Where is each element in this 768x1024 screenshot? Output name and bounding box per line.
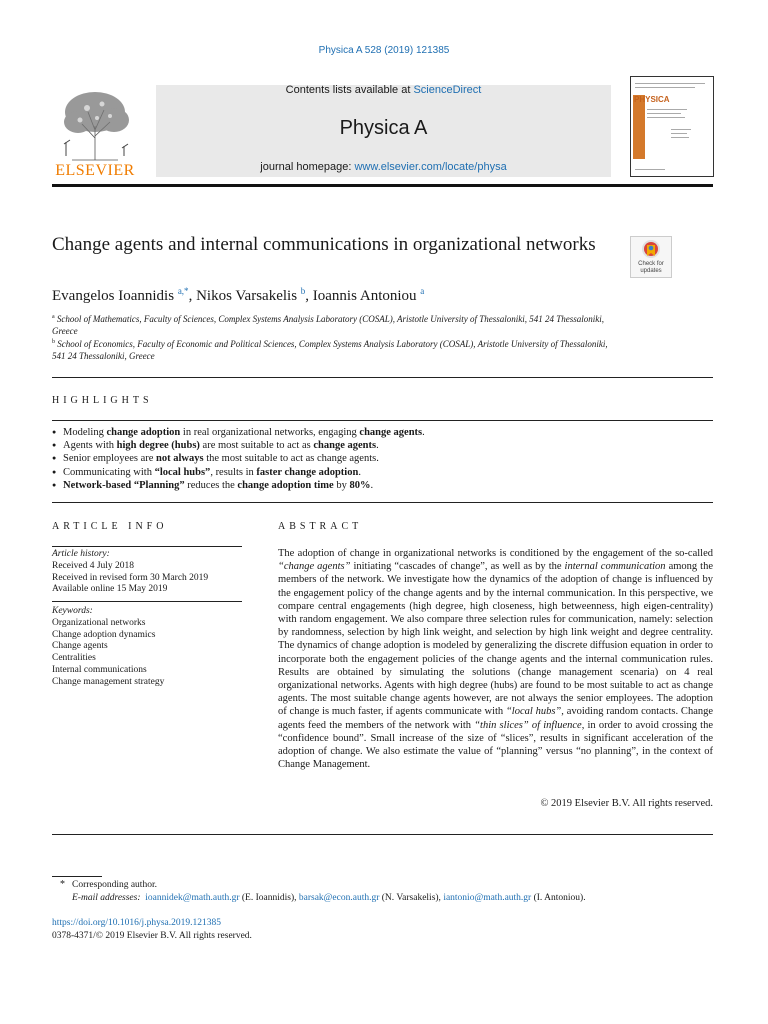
email-label: E-mail addresses: — [72, 893, 141, 903]
article-history — [52, 549, 252, 596]
highlight-item: ● Network-based “Planning” reduces the change adoption time by 80%. — [52, 479, 713, 492]
check-for-updates-badge[interactable] — [630, 236, 672, 278]
keyword: Change adoption dynamics — [52, 629, 156, 640]
homepage-prefix: journal homepage: — [260, 161, 355, 173]
highlight-item: ● Senior employees are not always the most suitable to act as change agents. — [52, 452, 713, 465]
keyword: Centralities — [52, 653, 96, 664]
abstract-heading: ABSTRACT — [278, 521, 363, 532]
email-owner: (N. Varsakelis), — [381, 893, 441, 903]
journal-homepage — [156, 161, 611, 173]
corresponding-star: * — [60, 879, 65, 890]
highlight-item: ● Communicating with “local hubs”, results in faster change adoption. — [52, 466, 713, 479]
corresponding-author-note: Corresponding author. — [72, 880, 157, 890]
email-owner: (I. Antoniou). — [533, 893, 586, 903]
affiliation-text: School of Economics, Faculty of Economic and Political Sciences, Complex Systems Analysis Laboratory (COSAL), Aristotle University of Thessaloniki, 541 24 Thessaloniki, Greece — [52, 339, 608, 361]
highlights-top-rule — [52, 377, 713, 378]
article-title: Change agents and internal communications in organizational networks — [52, 234, 596, 255]
history-revised: Received in revised form 30 March 2019 — [52, 572, 209, 583]
highlights-list — [52, 426, 713, 492]
history-label: Article history: — [52, 549, 110, 559]
header-divider — [52, 184, 713, 187]
abstract-text: The adoption of change in organizational networks is conditioned by the engagement of the so-called “change agents” initiating “cascades of change”, as well as by the internal communication among the members of the network. We investigate how the dynamics of the adoption of change is influenced by the engagement policy of the change agents and by the internal communication. In this perspective, we compare central engagements (high degree, high closeness, high betweenness, high eigen-centrality) with random engagement. We also compare three selection rules for communication, namely: selection by randomness, selection by high link weight, and selection by high link weight and degree centrality. The dynamics of change adoption is modeled by generalizing the discrete diffusion equation in order to incorporate both the engagement policies of the change agents and the internal communication rules. Results are obtained by simulating the solutions (change management scenaria) on 4 real organizational networks. Agents with high degree (hubs) are found to be most suitable to act as change agents. The most suitable change agents however, are not always the senior employees. The adoption of change is much faster, if agents communicate with “local hubs”, avoiding random contacts. Change agents feed the members of the network with “thin slices” of influence, in order to avoid crossing the “confidence bound”. Small increase of the size of “slices”, results in significant acceleration of the adoption of change. We also estimate the value of “planning” versus “no planning”, in the context of Change Management. — [278, 548, 714, 771]
highlights-heading-rule — [52, 420, 713, 421]
author-affil-mark[interactable]: a,* — [177, 286, 189, 296]
publisher-name: ELSEVIER — [55, 162, 135, 179]
journal-name: Physica A — [339, 117, 428, 139]
article-info-rule — [52, 546, 242, 547]
keywords-label: Keywords: — [52, 606, 93, 616]
article-info-heading: ARTICLE INFO — [52, 521, 168, 532]
keyword: Organizational networks — [52, 617, 146, 628]
history-received: Received 4 July 2018 — [52, 560, 135, 571]
affiliation-b — [52, 336, 612, 362]
highlight-item: ● Modeling change adoption in real organizational networks, engaging change agents. — [52, 426, 713, 439]
affiliation-text: School of Mathematics, Faculty of Sciences, Complex Systems Analysis Laboratory (COSAL), Aristotle University of Thessaloniki, 541 24 Thessaloniki, Greece — [52, 314, 605, 336]
keyword: Change management strategy — [52, 676, 165, 687]
journal-citation[interactable]: Physica A 528 (2019) 121385 — [318, 45, 450, 56]
highlights-heading: HIGHLIGHTS — [52, 395, 153, 406]
contents-availability — [156, 84, 611, 96]
crossmark-label: Check for updates — [638, 261, 664, 274]
journal-cover-thumbnail[interactable] — [630, 76, 714, 177]
doi-link[interactable]: https://doi.org/10.1016/j.physa.2019.121385 — [52, 918, 221, 928]
journal-homepage-link[interactable]: www.elsevier.com/locate/physa — [354, 161, 507, 173]
keywords-block — [52, 606, 252, 689]
email-link[interactable]: ioannidek@math.auth.gr — [145, 893, 240, 903]
crossmark-icon — [631, 237, 671, 261]
email-link[interactable]: iantonio@math.auth.gr — [443, 893, 532, 903]
cover-color-band — [633, 95, 645, 159]
author-affil-mark[interactable]: a — [420, 286, 425, 296]
author-name[interactable]: Ioannis Antoniou — [312, 288, 417, 304]
email-owner: (E. Ioannidis), — [241, 893, 297, 903]
author-name[interactable]: Evangelos Ioannidis — [52, 288, 175, 304]
abstract-copyright: © 2019 Elsevier B.V. All rights reserved. — [540, 798, 713, 809]
cover-title: PHYSICA — [634, 95, 670, 104]
sciencedirect-link[interactable]: ScienceDirect — [413, 84, 482, 96]
affiliation-mark: a — [52, 314, 55, 320]
keyword: Internal communications — [52, 664, 147, 675]
history-online: Available online 15 May 2019 — [52, 584, 168, 595]
keyword: Change agents — [52, 641, 108, 652]
footnote-rule — [52, 876, 102, 877]
highlights-bottom-rule — [52, 502, 713, 503]
author-affil-mark[interactable]: b — [300, 286, 306, 296]
email-addresses — [72, 893, 586, 903]
keywords-rule — [52, 601, 242, 602]
affiliation-a — [52, 311, 612, 337]
author-name[interactable]: Nikos Varsakelis — [196, 288, 298, 304]
author-list: Evangelos Ioannidis $^{a,*}$, Nikos Varsakelis $^b$, Ioannis Antoniou $^a$ — [52, 286, 425, 304]
abstract-bottom-rule — [52, 834, 713, 835]
issn-copyright: 0378-4371/© 2019 Elsevier B.V. All rights reserved. — [52, 931, 252, 941]
contents-prefix: Contents lists available at — [285, 84, 414, 96]
highlight-item: ● Agents with high degree (hubs) are most suitable to act as change agents. — [52, 439, 713, 452]
affiliation-mark: b — [52, 339, 55, 345]
email-link[interactable]: barsak@econ.auth.gr — [298, 893, 380, 903]
